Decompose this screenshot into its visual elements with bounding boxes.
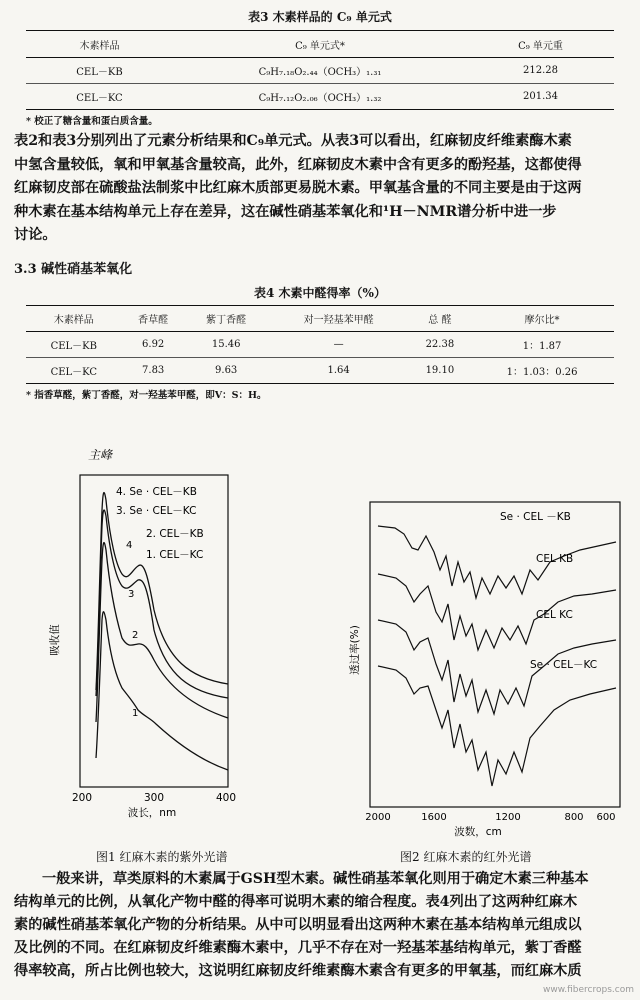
table4 bbox=[26, 305, 614, 384]
table-cell: 1.64 bbox=[327, 365, 350, 376]
paragraph-1 bbox=[14, 130, 630, 248]
table-cell: — bbox=[268, 332, 410, 358]
watermark: www.fibercrops.com bbox=[543, 985, 634, 995]
curve-label: CEL KB bbox=[536, 553, 574, 565]
table-cell: 15.46 bbox=[185, 332, 268, 358]
table4-note: * 指香草醛，紫丁香醛，对一羟基苯甲醛，即V：S：H。 bbox=[26, 390, 267, 401]
x-tick-label: 300 bbox=[143, 792, 165, 804]
curve-2 bbox=[96, 543, 228, 722]
table-cell: 212.28 bbox=[467, 58, 614, 84]
text-line: 中氢含量较低，氧和甲氧基含量较高，此外，红麻韧皮木素中含有更多的酚羟基，这都使得 bbox=[14, 156, 582, 173]
text-line: 一般来讲，草类原料的木素属于GSH型木素。碱性硝基苯氧化则用于确定木素三种基本 bbox=[42, 871, 589, 887]
legend-entry: 3. Se · CEL－KC bbox=[116, 505, 197, 517]
curve-label: Se · CEL －KB bbox=[500, 511, 571, 523]
table-cell: C₉H₇.₁₂O₂.₀₆（OCH₃）₁.₃₂ bbox=[258, 93, 382, 104]
table4-header: 摩尔比* bbox=[470, 306, 614, 332]
table-cell: 22.38 bbox=[410, 332, 470, 358]
text-line: 素的碱性硝基苯氧化产物的分析结果。从中可以明显看出这两种木素在基本结构单元组成以 bbox=[14, 917, 582, 933]
y-axis-label-group bbox=[48, 624, 61, 656]
table3-caption: 表3 木素样品的 C₉ 单元式 bbox=[248, 10, 392, 24]
text-line: 结构单元的比例，从氧化产物中醛的得率可说明木素的缩合程度。表4列出了这两种红麻木 bbox=[14, 894, 578, 910]
curve-4 bbox=[96, 493, 228, 690]
table-cell: 9.63 bbox=[215, 365, 238, 376]
x-axis-label: 波数，cm bbox=[454, 826, 502, 838]
paragraph-2 bbox=[14, 868, 630, 983]
table-cell: 6.92 bbox=[122, 332, 185, 358]
legend-entry: 1. CEL－KC bbox=[146, 549, 204, 561]
y-axis-label: 透过率(%) bbox=[349, 625, 361, 675]
table4-header: 紫丁香醛 bbox=[185, 306, 268, 332]
table4-header: 香草醛 bbox=[122, 306, 185, 332]
figure-2-ir-spectrum bbox=[340, 490, 625, 845]
legend-entry: 2. CEL－KB bbox=[146, 528, 204, 540]
curve-label: 1 bbox=[132, 708, 139, 719]
text-line: 得率较高，所占比例也较大，这说明红麻韧皮纤维素酶木素含有更多的甲氧基，而红麻木质 bbox=[14, 963, 582, 979]
table3-header: C₉ 单元式* bbox=[173, 31, 467, 58]
table-row bbox=[26, 358, 614, 384]
legend-entry: 4. Se · CEL－KB bbox=[116, 486, 197, 498]
text-line: 种木素在基本结构单元上存在差异，这在碱性硝基苯氧化和¹H－NMR谱分析中进一步 bbox=[14, 203, 557, 220]
table-cell: 19.10 bbox=[425, 365, 455, 376]
text-line: 红麻韧皮部在硫酸盐法制浆中比红麻木质部更易脱木素。甲氧基含量的不同主要是由于这两 bbox=[14, 180, 582, 196]
table3 bbox=[26, 30, 614, 110]
text-line: 讨论。 bbox=[14, 227, 57, 243]
figure-2-caption: 图2 红麻木素的红外光谱 bbox=[400, 850, 532, 864]
table-row bbox=[26, 84, 614, 110]
x-tick-label: 1200 bbox=[495, 812, 521, 823]
curve-label: 4 bbox=[126, 540, 133, 551]
table3-header: C₉ 单元重 bbox=[467, 31, 614, 58]
x-tick-label: 400 bbox=[215, 792, 237, 804]
table-cell: CEL－KC bbox=[50, 367, 98, 378]
x-tick-label: 2000 bbox=[365, 812, 391, 823]
table-cell: CEL－KB bbox=[26, 58, 173, 84]
curve-label: 2 bbox=[132, 630, 139, 641]
x-tick-label: 1600 bbox=[421, 812, 447, 823]
figure-1-uv-spectrum bbox=[40, 440, 255, 840]
x-tick-label: 800 bbox=[564, 812, 584, 823]
x-axis-label: 波长，nm bbox=[127, 807, 177, 819]
table3-header: 木素样品 bbox=[26, 31, 173, 58]
curve-label: 3 bbox=[128, 589, 135, 600]
ir-curve-4 bbox=[378, 666, 616, 786]
table-cell: 1：1.03：0.26 bbox=[506, 367, 578, 378]
table3-note: * 校正了糖含量和蛋白质含量。 bbox=[26, 116, 158, 127]
text-line: 及比例的不同。在红麻韧皮纤维素酶木素中，几乎不存在对一羟基苯基结构单元，紫丁香醛 bbox=[14, 940, 582, 956]
table4-header: 对一羟基苯甲醛 bbox=[268, 306, 410, 332]
table-cell: CEL－KC bbox=[76, 93, 123, 104]
plot-frame bbox=[370, 502, 620, 807]
figure-1-caption: 图1 红麻木素的紫外光谱 bbox=[96, 850, 228, 864]
table4-header: 木素样品 bbox=[26, 306, 122, 332]
table-row bbox=[26, 58, 614, 84]
ir-curve-2 bbox=[378, 574, 616, 650]
curve-label: Se · CEL－KC bbox=[530, 659, 598, 671]
ir-curve-1 bbox=[378, 526, 616, 598]
table4-caption: 表4 木素中醛得率（%） bbox=[254, 286, 386, 300]
text-line: 表2和表3分别列出了元素分析结果和C₉单元式。从表3可以看出，红麻韧皮纤维素酶木素 bbox=[14, 133, 572, 149]
curve-label: CEL KC bbox=[536, 609, 573, 621]
table4-header: 总 醛 bbox=[410, 306, 470, 332]
table-cell: 1：1.87 bbox=[470, 332, 614, 358]
x-tick-label: 200 bbox=[71, 792, 93, 804]
y-axis-label: 吸收值 bbox=[49, 624, 61, 656]
handwritten-note: 主峰 bbox=[88, 448, 113, 462]
x-tick-label: 600 bbox=[596, 812, 616, 823]
table-row bbox=[26, 332, 614, 358]
section-heading: 3.3 碱性硝基苯氧化 bbox=[14, 262, 133, 277]
table-cell: 201.34 bbox=[523, 91, 558, 102]
table-cell: 7.83 bbox=[142, 365, 165, 376]
table-cell: CEL－KB bbox=[26, 332, 122, 358]
table-cell: C₉H₇.₁₈O₂.₄₄（OCH₃）₁.₃₁ bbox=[173, 58, 467, 84]
